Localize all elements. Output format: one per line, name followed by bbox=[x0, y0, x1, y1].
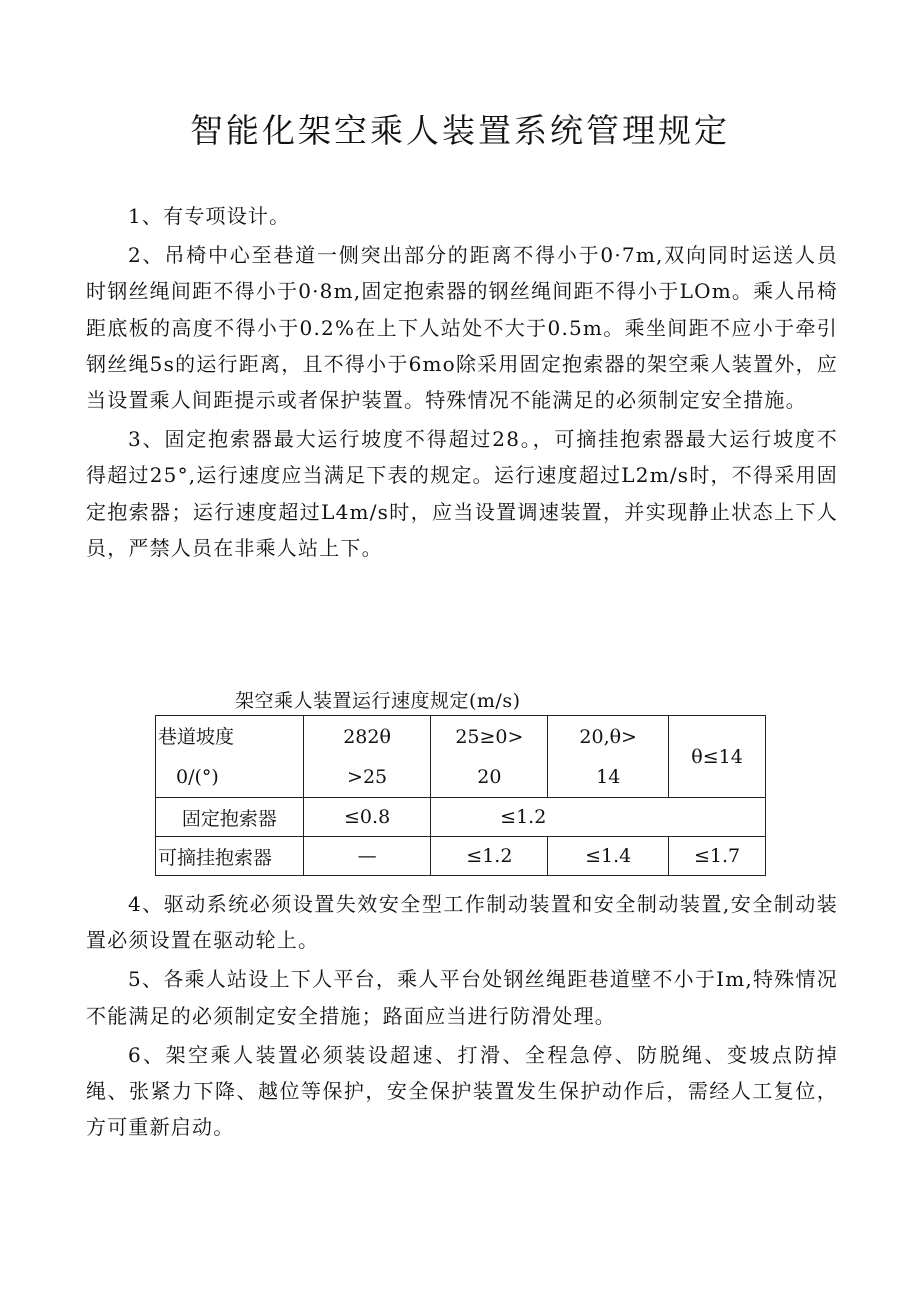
speed-table bbox=[155, 715, 766, 876]
fixed-grip-value-2: ≤1.2 bbox=[431, 798, 766, 837]
fixed-grip-label: 固定抱索器 bbox=[156, 798, 304, 837]
paragraph-3: 3、固定抱索器最大运行坡度不得超过28。，可摘挂抱索器最大运行坡度不得超过25°,运行速度应当满足下表的规定。运行速度超过L2m/s时，不得采用固定抱索器；运行速度超过L4m/s时，应当设置调速装置，并实现静止状态上下人员，严禁人员在非乘人站上下。 bbox=[86, 427, 838, 560]
detachable-grip-value-2: ≤1.2 bbox=[431, 837, 548, 876]
paragraph-4: 4、驱动系统必须设置失效安全型工作制动装置和安全制动装置,安全制动装置必须设置在驱动轮上。 bbox=[86, 892, 838, 953]
detachable-grip-label: 可摘挂抱索器 bbox=[156, 837, 304, 876]
table-header-row bbox=[156, 716, 766, 798]
header-slope-range-2 bbox=[431, 716, 548, 798]
table-row-fixed-grip bbox=[156, 798, 766, 837]
header-range-1-line1: 282θ bbox=[343, 725, 391, 748]
body-section-bottom bbox=[86, 886, 838, 1148]
header-range-1-line2: >25 bbox=[347, 765, 388, 788]
paragraph-5: 5、各乘人站设上下人平台，乘人平台处钢丝绳距巷道壁不小于Im,特殊情况不能满足的必须制定安全措施；路面应当进行防滑处理。 bbox=[86, 967, 838, 1028]
fixed-grip-value-1: ≤0.8 bbox=[303, 798, 431, 837]
header-range-2-line2: 20 bbox=[477, 765, 502, 788]
document-title: 智能化架空乘人装置系统管理规定 bbox=[190, 111, 730, 150]
detachable-grip-value-3: ≤1.4 bbox=[548, 837, 669, 876]
header-slope-label-line2: 0/(°) bbox=[176, 765, 219, 788]
paragraph-2: 2、吊椅中心至巷道一侧突出部分的距离不得小于0·7m,双向同时运送人员时钢丝绳间距不得小于0·8m,固定抱索器的钢丝绳间距不得小于LOm。乘人吊椅距底板的高度不得小于0.2%在上下人站处不大于0.5m。乘坐间距不应小于牵引钢丝绳5s的运行距离，且不得小于6mo除采用固定抱索器的架空乘人装置外，应当设置乘人间距提示或者保护装置。特殊情况不能满足的必须制定安全措施。 bbox=[86, 243, 838, 413]
header-slope-range-3 bbox=[548, 716, 669, 798]
paragraph-6: 6、架空乘人装置必须装设超速、打滑、全程急停、防脱绳、变坡点防掉绳、张紧力下降、越位等保护，安全保护装置发生保护动作后，需经人工复位，方可重新启动。 bbox=[86, 1042, 838, 1140]
body-section-top bbox=[86, 198, 838, 566]
header-range-2-line1: 25≥0> bbox=[455, 725, 524, 748]
header-slope-label bbox=[156, 716, 304, 798]
detachable-grip-value-1: — bbox=[303, 837, 431, 876]
detachable-grip-value-4: ≤1.7 bbox=[669, 837, 766, 876]
header-slope-label-line1: 巷道坡度 bbox=[158, 725, 235, 748]
header-range-3-line2: 14 bbox=[596, 765, 621, 788]
table-caption: 架空乘人装置运行速度规定(m/s) bbox=[235, 690, 521, 712]
header-slope-range-1 bbox=[303, 716, 431, 798]
paragraph-1: 1、有专项设计。 bbox=[128, 204, 291, 228]
table-row-detachable-grip bbox=[156, 837, 766, 876]
header-range-3-line1: 20,θ> bbox=[579, 725, 637, 748]
header-slope-range-4: θ≤14 bbox=[669, 716, 766, 798]
